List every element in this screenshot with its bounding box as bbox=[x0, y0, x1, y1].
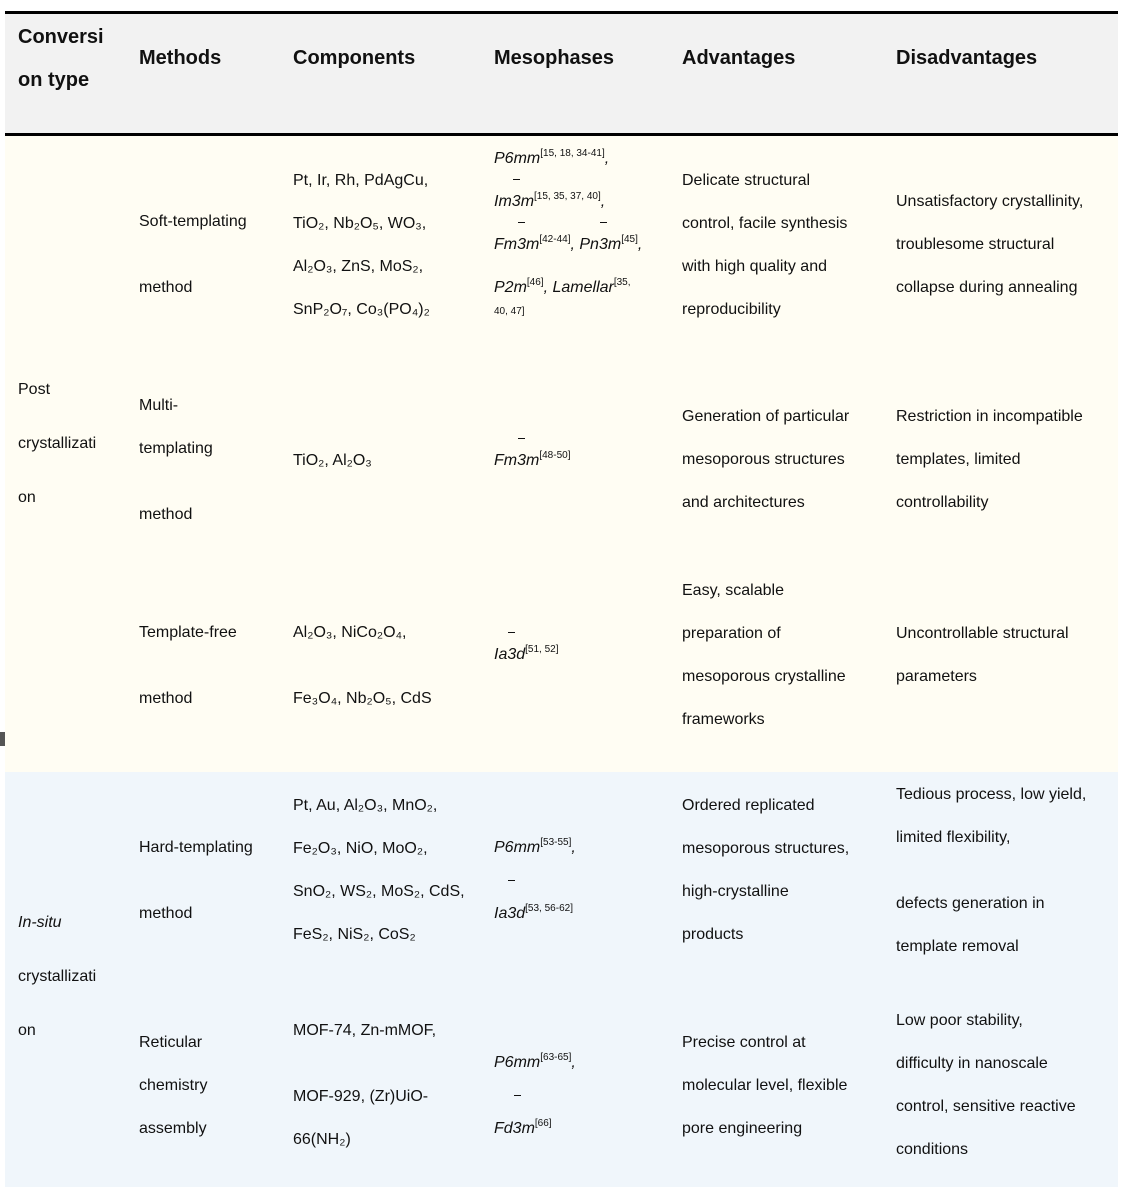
hard-templating-components: Pt, Au, Al₂O₃, MnO₂, Fe₂O₃, NiO, MoO₂, SnO₂, WS₂, MoS₂, CdS, FeS₂, NiS₂, CoS₂ bbox=[293, 797, 465, 943]
template-free-components: Al₂O₃, NiCo₂O₄, Fe₃O₄, Nb₂O₅, CdS bbox=[293, 624, 432, 707]
header-disadvantages: Disadvantages bbox=[896, 47, 1038, 69]
soft-templating-mesophases: P6mm[15, 18, 34-41], Im3m[15, 35, 37, 40], Fm3m[42-44], Pn3m[45], P2m[46], Lamellar$^{[35,}$ 40, 47] bbox=[494, 148, 643, 317]
template-free-mesophases: Ia3d[51, 52] bbox=[494, 633, 559, 676]
hard-templating-disadvantages: Tedious process, low yield, limited flexibility, defects generation in template removal bbox=[896, 786, 1087, 955]
soft-templating-advantages: Delicate structural control, facile synthesis with high quality and reproducibility bbox=[682, 172, 848, 318]
header-conversion-type: Conversi on type bbox=[18, 26, 104, 91]
reticular-assembly-disadvantages: Low poor stability, difficulty in nanoscale control, sensitive reactive conditions bbox=[896, 1012, 1076, 1158]
hard-templating-mesophases: P6mm[53-55], Ia3d[53, 56-62] bbox=[494, 815, 576, 947]
top-rule bbox=[5, 11, 1118, 14]
reticular-assembly-advantages: Precise control at molecular level, flexible pore engineering bbox=[682, 1034, 848, 1137]
template-free-disadvantages: Uncontrollable structural parameters bbox=[896, 625, 1069, 685]
reticular-assembly-mesophases: P6mm[63-65], Fd3m[66] bbox=[494, 1030, 576, 1162]
reticular-assembly-method: Reticular chemistry assembly bbox=[139, 1034, 208, 1137]
header-methods: Methods bbox=[139, 47, 222, 69]
reticular-assembly-components: MOF-74, Zn-mMOF, MOF-929, (Zr)UiO- 66(NH₂) bbox=[293, 1022, 437, 1148]
multi-templating-mesophases: Fm3m[48-50] bbox=[494, 439, 570, 482]
multi-templating-advantages: Generation of particular mesoporous structures and architectures bbox=[682, 408, 850, 511]
header-bottom-rule bbox=[5, 133, 1118, 136]
group-post-crystallization: Post crystallizati on bbox=[18, 381, 97, 506]
template-free-advantages: Easy, scalable preparation of mesoporous crystalline frameworks bbox=[682, 582, 846, 728]
template-free-method: Template-free method bbox=[139, 624, 237, 707]
soft-templating-method: Soft-templating method bbox=[139, 213, 247, 296]
header-mesophases: Mesophases bbox=[494, 47, 615, 69]
soft-templating-components: Pt, Ir, Rh, PdAgCu, TiO₂, Nb₂O₅, WO₃, Al₂O₃, ZnS, MoS₂, SnP₂O₇, Co₃(PO₄)₂ bbox=[293, 172, 430, 318]
hard-templating-method: Hard-templating method bbox=[139, 839, 253, 922]
hard-templating-advantages: Ordered replicated mesoporous structures, high-crystalline products bbox=[682, 797, 850, 943]
soft-templating-disadvantages: Unsatisfactory crystallinity, troublesome structural collapse during annealing bbox=[896, 193, 1084, 296]
group-insitu-crystallization: In-situ crystallizati on bbox=[18, 914, 97, 1039]
header-components: Components bbox=[293, 47, 416, 69]
multi-templating-disadvantages: Restriction in incompatible templates, limited controllability bbox=[896, 408, 1083, 511]
margin-marker bbox=[0, 732, 5, 746]
multi-templating-components: TiO₂, Al₂O₃ bbox=[293, 452, 372, 469]
multi-templating-method: Multi- templating method bbox=[139, 397, 213, 523]
header-advantages: Advantages bbox=[682, 47, 796, 69]
